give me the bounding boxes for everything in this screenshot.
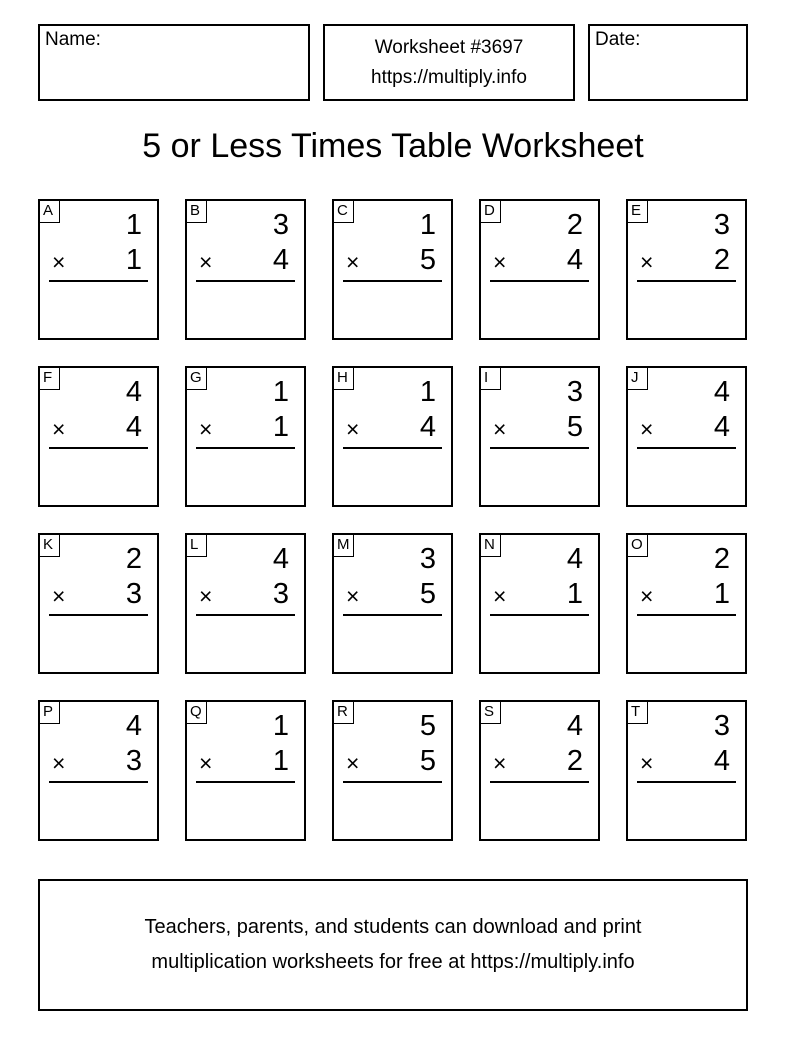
multiplier: 3 bbox=[125, 578, 142, 610]
answer-line bbox=[637, 781, 736, 783]
multiplicand: 2 bbox=[125, 543, 142, 575]
multiplier: 4 bbox=[125, 411, 142, 443]
multiplicand: 3 bbox=[566, 376, 583, 408]
multiply-sign: × bbox=[640, 416, 654, 442]
problem-letter: B bbox=[187, 201, 207, 223]
multiplier: 2 bbox=[713, 244, 730, 276]
multiply-sign: × bbox=[493, 416, 507, 442]
multiplier: 4 bbox=[419, 411, 436, 443]
multiplier: 3 bbox=[125, 745, 142, 777]
problem-card bbox=[332, 700, 453, 841]
problem-card bbox=[332, 366, 453, 507]
problem-letter: I bbox=[481, 368, 501, 390]
problem-card bbox=[185, 533, 306, 674]
multiplier: 4 bbox=[272, 244, 289, 276]
multiplicand: 3 bbox=[713, 209, 730, 241]
answer-line bbox=[49, 781, 148, 783]
multiplier: 5 bbox=[419, 578, 436, 610]
answer-line bbox=[196, 447, 295, 449]
name-label: Name: bbox=[45, 29, 101, 50]
multiply-sign: × bbox=[199, 583, 213, 609]
problem-card bbox=[38, 366, 159, 507]
multiplier: 1 bbox=[566, 578, 583, 610]
problem-letter: R bbox=[334, 702, 354, 724]
problem-card bbox=[38, 199, 159, 340]
multiplicand: 4 bbox=[566, 543, 583, 575]
problem-letter: K bbox=[40, 535, 60, 557]
multiplier: 1 bbox=[713, 578, 730, 610]
multiplier: 2 bbox=[566, 745, 583, 777]
problem-letter: H bbox=[334, 368, 354, 390]
problem-letter: M bbox=[334, 535, 354, 557]
answer-line bbox=[343, 280, 442, 282]
footer-text-line-2: multiplication worksheets for free at https://multiply.info bbox=[151, 951, 635, 973]
answer-line bbox=[490, 781, 589, 783]
multiplicand: 3 bbox=[713, 710, 730, 742]
answer-line bbox=[343, 614, 442, 616]
multiplier: 4 bbox=[566, 244, 583, 276]
multiplicand: 1 bbox=[272, 710, 289, 742]
multiplier: 5 bbox=[419, 745, 436, 777]
problem-letter: T bbox=[628, 702, 648, 724]
problem-letter: E bbox=[628, 201, 648, 223]
problem-card bbox=[479, 199, 600, 340]
problem-card bbox=[626, 533, 747, 674]
multiplicand: 1 bbox=[419, 376, 436, 408]
answer-line bbox=[196, 280, 295, 282]
multiplier: 5 bbox=[419, 244, 436, 276]
multiplicand: 1 bbox=[419, 209, 436, 241]
multiplicand: 5 bbox=[419, 710, 436, 742]
answer-line bbox=[490, 614, 589, 616]
problem-letter: S bbox=[481, 702, 501, 724]
problem-letter: P bbox=[40, 702, 60, 724]
problem-letter: L bbox=[187, 535, 207, 557]
multiplier: 1 bbox=[125, 244, 142, 276]
multiplier: 4 bbox=[713, 411, 730, 443]
problem-card bbox=[185, 199, 306, 340]
multiply-sign: × bbox=[52, 750, 66, 776]
multiplicand: 2 bbox=[713, 543, 730, 575]
multiply-sign: × bbox=[346, 583, 360, 609]
multiplicand: 4 bbox=[713, 376, 730, 408]
problem-card bbox=[38, 700, 159, 841]
multiplicand: 4 bbox=[125, 376, 142, 408]
multiplier: 4 bbox=[713, 745, 730, 777]
multiplicand: 1 bbox=[272, 376, 289, 408]
multiplicand: 1 bbox=[125, 209, 142, 241]
multiply-sign: × bbox=[640, 750, 654, 776]
problem-card bbox=[185, 366, 306, 507]
problem-card bbox=[626, 366, 747, 507]
problem-letter: N bbox=[481, 535, 501, 557]
problem-letter: G bbox=[187, 368, 207, 390]
answer-line bbox=[343, 781, 442, 783]
problem-letter: O bbox=[628, 535, 648, 557]
page-title: 5 or Less Times Table Worksheet bbox=[142, 127, 644, 165]
multiplier: 1 bbox=[272, 411, 289, 443]
multiply-sign: × bbox=[346, 416, 360, 442]
answer-line bbox=[196, 614, 295, 616]
footer-box bbox=[38, 879, 748, 1011]
footer-text-line-1: Teachers, parents, and students can download and print bbox=[144, 916, 642, 938]
problem-card bbox=[332, 533, 453, 674]
problem-letter: J bbox=[628, 368, 648, 390]
multiplier: 1 bbox=[272, 745, 289, 777]
answer-line bbox=[49, 280, 148, 282]
multiply-sign: × bbox=[52, 416, 66, 442]
problem-card bbox=[479, 533, 600, 674]
multiply-sign: × bbox=[640, 583, 654, 609]
answer-line bbox=[343, 447, 442, 449]
multiply-sign: × bbox=[640, 249, 654, 275]
answer-line bbox=[637, 280, 736, 282]
worksheet-number: Worksheet #3697 bbox=[374, 37, 524, 58]
multiply-sign: × bbox=[493, 583, 507, 609]
multiplicand: 4 bbox=[566, 710, 583, 742]
multiplicand: 2 bbox=[566, 209, 583, 241]
multiply-sign: × bbox=[199, 249, 213, 275]
problem-letter: C bbox=[334, 201, 354, 223]
answer-line bbox=[490, 447, 589, 449]
problem-card bbox=[626, 199, 747, 340]
problem-card bbox=[38, 533, 159, 674]
worksheet-url: https://multiply.info bbox=[371, 67, 527, 88]
answer-line bbox=[196, 781, 295, 783]
multiply-sign: × bbox=[199, 750, 213, 776]
multiply-sign: × bbox=[199, 416, 213, 442]
problem-card bbox=[332, 199, 453, 340]
problem-card bbox=[185, 700, 306, 841]
multiply-sign: × bbox=[52, 583, 66, 609]
multiplicand: 4 bbox=[125, 710, 142, 742]
problem-letter: Q bbox=[187, 702, 207, 724]
multiply-sign: × bbox=[493, 750, 507, 776]
answer-line bbox=[49, 447, 148, 449]
problem-letter: F bbox=[40, 368, 60, 390]
multiply-sign: × bbox=[493, 249, 507, 275]
multiply-sign: × bbox=[346, 249, 360, 275]
answer-line bbox=[637, 447, 736, 449]
multiplier: 3 bbox=[272, 578, 289, 610]
multiplicand: 3 bbox=[419, 543, 436, 575]
problem-letter: A bbox=[40, 201, 60, 223]
problem-card bbox=[479, 700, 600, 841]
answer-line bbox=[49, 614, 148, 616]
problem-card bbox=[626, 700, 747, 841]
answer-line bbox=[490, 280, 589, 282]
problem-card bbox=[479, 366, 600, 507]
answer-line bbox=[637, 614, 736, 616]
problem-letter: D bbox=[481, 201, 501, 223]
multiply-sign: × bbox=[346, 750, 360, 776]
multiplicand: 4 bbox=[272, 543, 289, 575]
multiplicand: 3 bbox=[272, 209, 289, 241]
date-label: Date: bbox=[595, 29, 641, 50]
multiplier: 5 bbox=[566, 411, 583, 443]
multiply-sign: × bbox=[52, 249, 66, 275]
